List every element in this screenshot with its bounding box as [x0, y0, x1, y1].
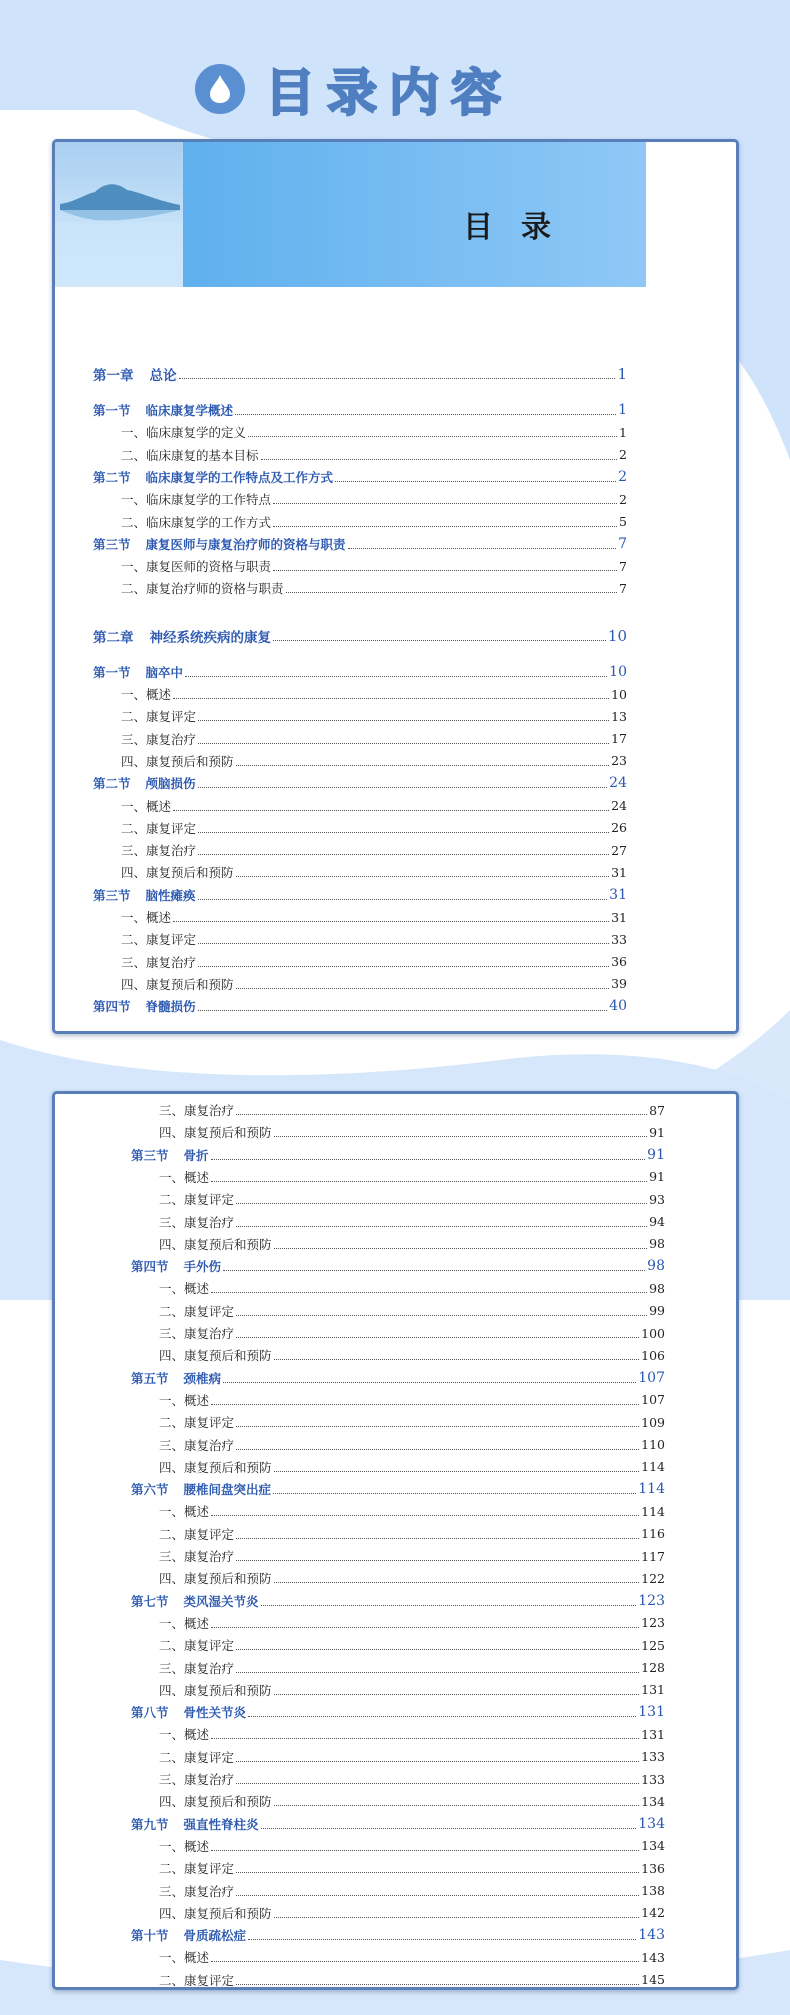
toc-subentry[interactable]: [121, 445, 627, 465]
entry-page-number: 114: [641, 1503, 665, 1519]
toc-subentry[interactable]: [159, 1234, 665, 1254]
toc-subentry[interactable]: [121, 974, 627, 994]
toc-subentry[interactable]: [121, 907, 627, 927]
entry-title: 四、康复预后和预防: [159, 1236, 272, 1252]
dot-leader: [198, 1009, 608, 1011]
dot-leader: [273, 1492, 636, 1494]
dot-leader: [236, 1559, 639, 1561]
toc-subentry[interactable]: [121, 729, 627, 749]
toc-subentry[interactable]: [159, 1189, 665, 1209]
dot-leader: [211, 1180, 647, 1182]
entry-number: 第七节: [131, 1593, 169, 1609]
toc-subentry[interactable]: [159, 1858, 665, 1878]
entry-title: 三、康复治疗: [159, 1883, 235, 1899]
dot-leader: [261, 458, 618, 460]
entry-title: 临床康复学的工作特点及工作方式: [145, 469, 334, 485]
entry-title: 一、概述: [159, 1838, 210, 1854]
entry-page-number: 98: [649, 1236, 665, 1252]
toc-subentry[interactable]: [159, 1970, 665, 1990]
toc-subentry[interactable]: [159, 1412, 665, 1432]
entry-title: 二、康复评定: [159, 1415, 235, 1431]
dot-leader: [223, 1269, 645, 1271]
entry-title: 一、概述: [159, 1727, 210, 1743]
toc-subentry[interactable]: [121, 489, 627, 509]
entry-title: 骨质疏松症: [183, 1928, 247, 1944]
entry-title: 四、康复预后和预防: [159, 1682, 272, 1698]
header-title: 目录内容: [265, 64, 513, 122]
entry-title: 一、概述: [159, 1281, 210, 1297]
entry-number: 第十节: [131, 1928, 169, 1944]
entry-title: 脊髓损伤: [145, 999, 196, 1015]
toc-section[interactable]: [131, 1145, 665, 1165]
entry-page-number: 31: [611, 909, 627, 925]
entry-title: 一、概述: [121, 798, 172, 814]
dot-leader: [223, 1381, 636, 1383]
entry-page-number: 131: [638, 1704, 665, 1721]
toc-section[interactable]: [131, 1368, 665, 1388]
dot-leader: [236, 1113, 647, 1115]
entry-title: 二、临床康复的基本目标: [121, 447, 259, 463]
toc-subentry[interactable]: [159, 1524, 665, 1544]
entry-page-number: 1: [619, 424, 627, 440]
entry-title: 一、概述: [159, 1392, 210, 1408]
toc-subentry[interactable]: [159, 1836, 665, 1856]
dot-leader: [261, 1604, 637, 1606]
toc-subentry[interactable]: [159, 1122, 665, 1142]
entry-title: 腰椎间盘突出症: [183, 1482, 272, 1498]
toc-subentry[interactable]: [159, 1769, 665, 1789]
toc-chapter[interactable]: [93, 626, 627, 646]
entry-page-number: 128: [641, 1660, 665, 1675]
dot-leader: [236, 764, 610, 766]
dot-leader: [211, 1960, 639, 1962]
dot-leader: [261, 1827, 637, 1829]
entry-title: 四、康复预后和预防: [121, 753, 234, 769]
entry-page-number: 138: [641, 1883, 665, 1898]
toc-subentry[interactable]: [159, 1100, 665, 1120]
toc-section[interactable]: [93, 996, 627, 1016]
entry-title: 四、康复预后和预防: [159, 1571, 272, 1587]
dot-leader: [211, 1403, 639, 1405]
toc-subentry[interactable]: [159, 1568, 665, 1588]
entry-number: 第三节: [93, 536, 131, 552]
entry-page-number: 10: [607, 626, 627, 645]
entry-page-number: 87: [649, 1102, 665, 1118]
toc-section[interactable]: [131, 1925, 665, 1945]
dot-leader: [198, 831, 609, 833]
toc-heading: 目录: [463, 210, 579, 245]
toc-subentry[interactable]: [159, 1903, 665, 1923]
dot-leader: [274, 1804, 640, 1806]
dot-leader: [274, 1470, 640, 1472]
dot-leader: [173, 809, 609, 811]
dot-leader: [198, 942, 609, 944]
toc-subentry[interactable]: [121, 751, 627, 771]
toc-subentry[interactable]: [159, 1345, 665, 1365]
entry-page-number: 116: [641, 1526, 665, 1542]
toc-subentry[interactable]: [121, 578, 627, 598]
entry-title: 二、康复评定: [159, 1638, 235, 1654]
entry-page-number: 26: [611, 820, 627, 836]
toc-section[interactable]: [93, 400, 627, 420]
toc-section[interactable]: [131, 1479, 665, 1499]
entry-title: 二、康复治疗师的资格与职责: [121, 581, 284, 597]
dot-leader: [236, 1314, 647, 1316]
entry-page-number: 17: [611, 731, 627, 747]
entry-title: 三、康复治疗: [159, 1103, 235, 1118]
entry-page-number: 31: [609, 886, 627, 903]
entry-title: 三、康复治疗: [121, 731, 197, 747]
entry-page-number: 2: [619, 447, 627, 463]
entry-page-number: 23: [611, 753, 627, 769]
entry-title: 四、康复预后和预防: [159, 1348, 272, 1364]
toc-subentry[interactable]: [121, 422, 627, 442]
entry-title: 三、康复治疗: [121, 954, 197, 970]
dot-leader: [236, 1225, 647, 1227]
dot-leader: [274, 1581, 640, 1583]
dot-leader: [236, 987, 610, 989]
toc-subentry[interactable]: [159, 1501, 665, 1521]
entry-title: 一、概述: [121, 910, 172, 925]
toc-subentry[interactable]: [159, 1747, 665, 1767]
entry-page-number: 106: [641, 1347, 665, 1363]
toc-list-page-2: [55, 1094, 736, 1987]
dot-leader: [211, 1291, 647, 1293]
entry-page-number: 24: [609, 775, 627, 792]
dot-leader: [236, 1648, 639, 1650]
entry-page-number: 13: [611, 708, 627, 724]
entry-page-number: 1: [617, 365, 627, 383]
entry-page-number: 143: [641, 1949, 665, 1965]
entry-title: 神经系统疾病的康复: [149, 629, 271, 646]
dot-leader: [185, 675, 607, 677]
toc-subentry[interactable]: [159, 1724, 665, 1744]
dot-leader: [274, 1693, 640, 1695]
entry-title: 一、康复医师的资格与职责: [121, 559, 272, 575]
entry-number: 第二节: [93, 776, 131, 792]
entry-title: 总论: [149, 368, 177, 384]
entry-page-number: 94: [649, 1214, 665, 1229]
entry-title: 三、康复治疗: [159, 1549, 235, 1564]
dot-leader: [248, 1938, 636, 1940]
entry-page-number: 133: [641, 1749, 665, 1765]
entry-title: 二、康复评定: [159, 1861, 235, 1877]
dot-leader: [211, 1849, 639, 1851]
entry-page-number: 24: [611, 798, 627, 813]
dot-leader: [236, 1537, 639, 1539]
entry-page-number: 125: [641, 1637, 665, 1653]
entry-page-number: 2: [618, 468, 627, 485]
toc-section[interactable]: [131, 1702, 665, 1722]
entry-page-number: 145: [641, 1972, 665, 1988]
entry-title: 四、康复预后和预防: [121, 865, 234, 881]
entry-title: 颈椎病: [183, 1370, 222, 1386]
dot-leader: [273, 639, 606, 641]
entry-page-number: 27: [611, 842, 627, 858]
toc-section[interactable]: [93, 534, 627, 554]
entry-number: 第一节: [93, 664, 131, 680]
entry-title: 四、康复预后和预防: [121, 976, 234, 992]
toc-section[interactable]: [93, 773, 627, 793]
entry-page-number: 142: [641, 1905, 665, 1921]
entry-page-number: 98: [649, 1280, 665, 1296]
entry-page-number: 91: [647, 1146, 665, 1163]
toc-section[interactable]: [131, 1591, 665, 1611]
toc-chapter[interactable]: [93, 364, 627, 384]
entry-number: 第二章: [93, 629, 134, 646]
entry-title: 强直性脊柱炎: [183, 1816, 259, 1832]
entry-title: 二、康复评定: [121, 932, 197, 948]
dot-leader: [248, 435, 617, 437]
entry-page-number: 33: [611, 931, 627, 947]
entry-page-number: 1: [618, 402, 627, 418]
toc-subentry[interactable]: [159, 1278, 665, 1298]
toc-subentry[interactable]: [159, 1947, 665, 1967]
entry-title: 一、概述: [159, 1169, 210, 1185]
entry-title: 三、康复治疗: [159, 1214, 235, 1230]
dot-leader: [348, 547, 617, 549]
entry-number: 第六节: [131, 1482, 169, 1498]
entry-page-number: 122: [641, 1570, 665, 1586]
toc-subentry[interactable]: [121, 556, 627, 576]
entry-number: 第一节: [93, 403, 131, 418]
dot-leader: [211, 1737, 639, 1739]
entry-page-number: 36: [611, 954, 627, 970]
entry-page-number: 136: [641, 1860, 665, 1876]
entry-title: 四、康复预后和预防: [159, 1125, 272, 1141]
entry-page-number: 40: [609, 998, 627, 1015]
entry-title: 三、康复治疗: [121, 843, 197, 859]
entry-page-number: 7: [619, 558, 627, 574]
entry-page-number: 7: [618, 535, 627, 552]
toc-subentry[interactable]: [159, 1635, 665, 1655]
toc-subentry[interactable]: [159, 1301, 665, 1321]
toc-subentry[interactable]: [121, 512, 627, 532]
entry-page-number: 2: [619, 491, 627, 507]
entry-title: 颅脑损伤: [145, 776, 196, 792]
dot-leader: [179, 377, 616, 379]
dot-leader: [273, 525, 617, 527]
entry-page-number: 134: [638, 1815, 665, 1832]
toc-subentry[interactable]: [159, 1323, 665, 1343]
entry-number: 第三节: [131, 1147, 169, 1163]
toc-subentry[interactable]: [121, 929, 627, 949]
entry-title: 脑性瘫痪: [145, 887, 196, 903]
section-header: [195, 58, 513, 120]
toc-subentry[interactable]: [121, 840, 627, 860]
dot-leader: [236, 1425, 639, 1427]
toc-subentry[interactable]: [159, 1457, 665, 1477]
dot-leader: [198, 786, 608, 788]
toc-subentry[interactable]: [159, 1390, 665, 1410]
entry-number: 第三节: [93, 887, 131, 903]
toc-subentry[interactable]: [159, 1791, 665, 1811]
toc-subentry[interactable]: [121, 952, 627, 972]
entry-title: 二、康复评定: [159, 1972, 235, 1988]
dot-leader: [198, 719, 609, 721]
dot-leader: [248, 1715, 636, 1717]
entry-title: 类风湿关节炎: [183, 1593, 259, 1609]
entry-title: 脑卒中: [145, 664, 184, 680]
toc-section[interactable]: [131, 1814, 665, 1834]
entry-page-number: 117: [641, 1548, 665, 1564]
toc-subentry[interactable]: [121, 862, 627, 882]
toc-subentry[interactable]: [159, 1212, 665, 1232]
dot-leader: [198, 898, 608, 900]
entry-page-number: 110: [641, 1437, 665, 1452]
toc-list-page-1: [55, 142, 736, 1031]
entry-page-number: 100: [641, 1325, 665, 1341]
entry-title: 康复医师与康复治疗师的资格与职责: [145, 536, 346, 552]
dot-leader: [236, 1760, 639, 1762]
toc-subentry[interactable]: [159, 1658, 665, 1678]
entry-title: 临床康复学概述: [145, 403, 234, 418]
dot-leader: [274, 1247, 648, 1249]
entry-title: 二、康复评定: [159, 1749, 235, 1765]
entry-title: 二、康复评定: [159, 1526, 235, 1542]
entry-title: 一、概述: [159, 1950, 210, 1966]
water-drop-badge: [195, 64, 245, 114]
entry-title: 三、康复治疗: [159, 1772, 235, 1787]
entry-number: 第五节: [131, 1370, 169, 1386]
toc-section[interactable]: [93, 467, 627, 487]
entry-title: 骨折: [183, 1147, 209, 1163]
entry-page-number: 31: [611, 864, 627, 880]
toc-section[interactable]: [93, 662, 627, 682]
toc-subentry[interactable]: [159, 1435, 665, 1455]
dot-leader: [211, 1158, 646, 1160]
entry-title: 一、概述: [121, 687, 172, 702]
entry-number: 第四节: [93, 999, 131, 1015]
entry-page-number: 107: [641, 1392, 665, 1408]
dot-leader: [198, 853, 609, 855]
toc-subentry[interactable]: [159, 1881, 665, 1901]
dot-leader: [198, 965, 609, 967]
dot-leader: [198, 742, 609, 744]
toc-subentry[interactable]: [121, 818, 627, 838]
toc-subentry[interactable]: [159, 1613, 665, 1633]
entry-title: 一、概述: [159, 1504, 210, 1520]
toc-subentry[interactable]: [121, 684, 627, 704]
entry-page-number: 107: [638, 1369, 665, 1386]
entry-page-number: 134: [641, 1838, 665, 1854]
entry-page-number: 109: [641, 1414, 665, 1430]
entry-title: 四、康复预后和预防: [159, 1905, 272, 1921]
entry-title: 三、康复治疗: [159, 1326, 235, 1341]
entry-title: 手外伤: [183, 1259, 222, 1275]
toc-subentry[interactable]: [121, 796, 627, 816]
dot-leader: [236, 1782, 639, 1784]
dot-leader: [211, 1514, 639, 1516]
dot-leader: [211, 1626, 639, 1628]
entry-page-number: 98: [647, 1258, 665, 1275]
dot-leader: [273, 569, 617, 571]
entry-page-number: 123: [638, 1592, 665, 1609]
entry-number: 第一章: [93, 368, 134, 384]
entry-title: 四、康复预后和预防: [159, 1794, 272, 1810]
entry-page-number: 131: [641, 1682, 665, 1698]
entry-page-number: 134: [641, 1793, 665, 1809]
dot-leader: [286, 591, 618, 593]
toc-subentry[interactable]: [121, 706, 627, 726]
entry-page-number: 131: [641, 1726, 665, 1742]
entry-title: 骨性关节炎: [183, 1705, 247, 1721]
dot-leader: [273, 502, 617, 504]
entry-page-number: 143: [638, 1927, 665, 1944]
entry-title: 二、康复评定: [159, 1303, 235, 1319]
dot-leader: [236, 1448, 639, 1450]
toc-page-1: [52, 139, 739, 1034]
entry-title: 二、康复评定: [121, 820, 197, 836]
dot-leader: [274, 1916, 640, 1918]
entry-title: 三、康复治疗: [159, 1660, 235, 1676]
entry-title: 一、临床康复学的定义: [121, 425, 247, 441]
dot-leader: [236, 875, 610, 877]
dot-leader: [236, 1894, 639, 1896]
entry-page-number: 39: [611, 976, 627, 992]
entry-number: 第九节: [131, 1816, 169, 1832]
dot-leader: [235, 413, 616, 415]
entry-page-number: 7: [619, 580, 627, 596]
toc-subentry[interactable]: [159, 1546, 665, 1566]
dot-leader: [236, 1202, 647, 1204]
dot-leader: [173, 697, 609, 699]
entry-page-number: 5: [619, 514, 627, 529]
toc-section[interactable]: [131, 1256, 665, 1276]
dot-leader: [236, 1983, 639, 1985]
entry-page-number: 114: [638, 1481, 665, 1498]
entry-page-number: 99: [649, 1303, 665, 1319]
entry-number: 第八节: [131, 1705, 169, 1721]
water-drop-icon: [209, 74, 231, 104]
entry-page-number: 133: [641, 1771, 665, 1787]
entry-title: 三、康复治疗: [159, 1437, 235, 1453]
dot-leader: [335, 480, 616, 482]
entry-title: 一、概述: [159, 1615, 210, 1631]
toc-page-2: [52, 1091, 739, 1990]
entry-page-number: 114: [641, 1459, 665, 1475]
entry-number: 第二节: [93, 469, 131, 485]
dot-leader: [236, 1871, 639, 1873]
entry-page-number: 91: [649, 1169, 665, 1185]
dot-leader: [236, 1336, 639, 1338]
entry-page-number: 93: [649, 1191, 665, 1207]
entry-title: 二、康复评定: [159, 1192, 235, 1208]
dot-leader: [173, 920, 609, 922]
toc-subentry[interactable]: [159, 1167, 665, 1187]
entry-title: 二、康复评定: [121, 709, 197, 725]
dot-leader: [274, 1358, 640, 1360]
entry-title: 二、临床康复学的工作方式: [121, 514, 272, 530]
entry-page-number: 10: [609, 663, 627, 680]
entry-page-number: 123: [641, 1615, 665, 1631]
entry-number: 第四节: [131, 1259, 169, 1275]
entry-page-number: 10: [611, 686, 627, 702]
entry-title: 四、康复预后和预防: [159, 1459, 272, 1475]
toc-section[interactable]: [93, 885, 627, 905]
entry-title: 一、临床康复学的工作特点: [121, 492, 272, 508]
toc-subentry[interactable]: [159, 1680, 665, 1700]
dot-leader: [236, 1671, 639, 1673]
dot-leader: [274, 1135, 648, 1137]
entry-page-number: 91: [649, 1124, 665, 1140]
